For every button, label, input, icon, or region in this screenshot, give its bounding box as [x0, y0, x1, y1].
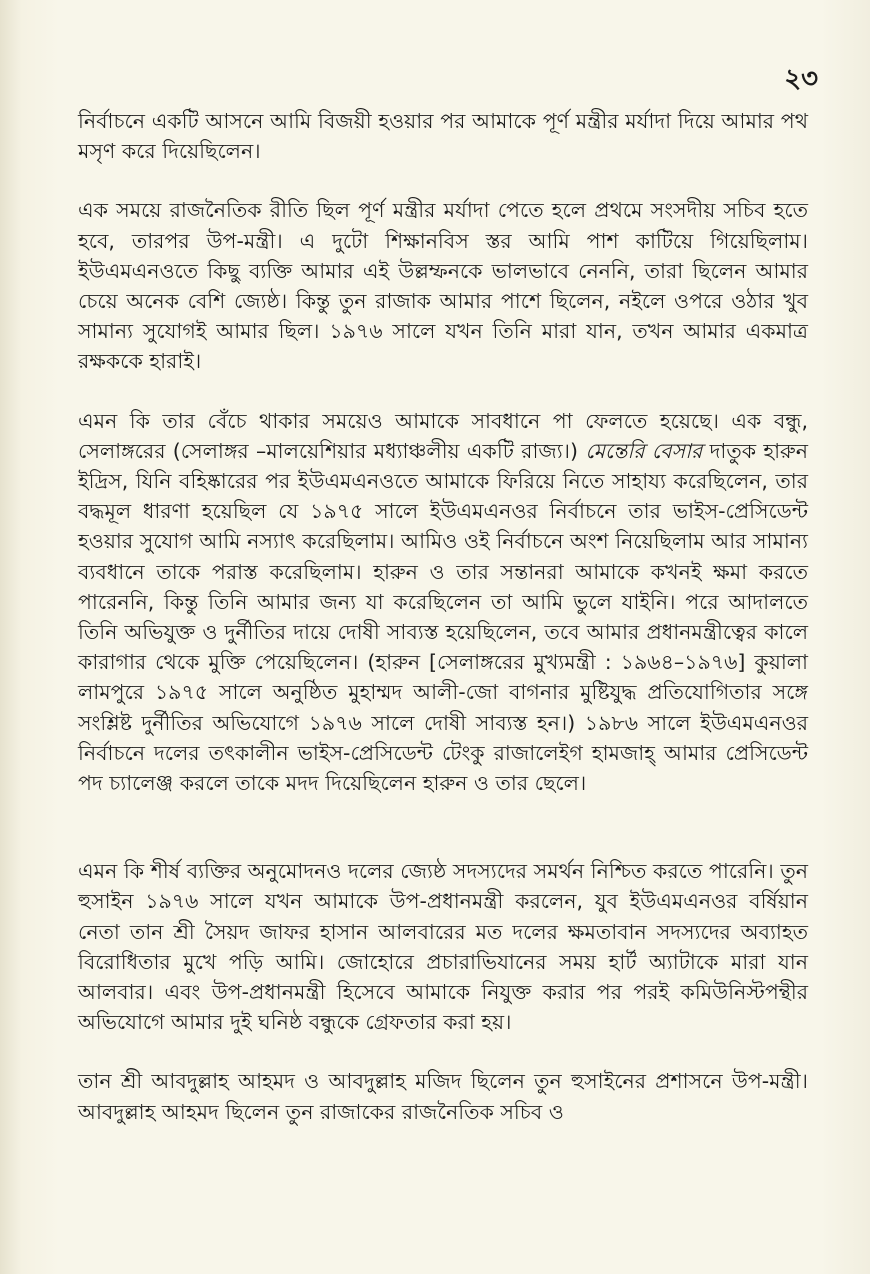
page-number: ২৩ — [784, 64, 818, 94]
paragraph-2: এক সময়ে রাজনৈতিক রীতি ছিল পূর্ণ মন্ত্রীর মর্যাদা পেতে হলে প্রথমে সংসদীয় সচিব হতে হবে, তারপর উপ-মন্ত্রী। এ দুটো শিক্ষানবিস স্তর আমি পাশ কাটিয়ে গিয়েছিলাম। ইউএমএনওতে কিছু ব্যক্তি আমার এই উল্লম্ফনকে ভালভাবে নেননি, তারা ছিলেন আমার চেয়ে অনেক বেশি জ্যেষ্ঠ। কিন্তু তুন রাজাক আমার পাশে ছিলেন, নইলে ওপরে ওঠার খুব সামান্য সুযোগই আমার ছিল। ১৯৭৬ সালে যখন তিনি মারা যান, তখন আমার একমাত্র রক্ষককে হারাই। — [78, 198, 808, 374]
paragraph-1: নির্বাচনে একটি আসনে আমি বিজয়ী হওয়ার পর আমাকে পূর্ণ মন্ত্রীর মর্যাদা দিয়ে আমার পথ মসৃণ করে দিয়েছিলেন। — [78, 109, 808, 164]
body-text — [78, 106, 808, 1156]
paragraph-3-rest: দাতুক হারুন ইদ্রিস, যিনি বহিষ্কারের পর ইউএমএনওতে আমাকে ফিরিয়ে নিতে সাহায্য করেছিলেন, তার বদ্ধমূল ধারণা হয়েছিল যে ১৯৭৫ সালে ইউএমএনওর নির্বাচনে তার ভাইস-প্রেসিডেন্ট হওয়ার সুযোগ আমি নস্যাৎ করেছিলাম। আমিও ওই নির্বাচনে অংশ নিয়েছিলাম আর সামান্য ব্যবধানে তাকে পরাস্ত করেছিলাম। হারুন ও তার সন্তানরা আমাকে কখনই ক্ষমা করতে পারেননি, কিন্তু তিনি আমার জন্য যা করেছিলেন তা আমি ভুলে যাইনি। পরে আদালতে তিনি অভিযুক্ত ও দুর্নীতির দায়ে দোষী সাব্যস্ত হয়েছিলেন, তবে আমার প্রধানমন্ত্রীত্বের কালে কারাগার থেকে মুক্তি পেয়েছিলেন। (হারুন [সেলাঙ্গরের মুখ্যমন্ত্রী : ১৯৬৪–১৯৭৬] কুয়ালা লামপুরে ১৯৭৫ সালে অনুষ্ঠিত মুহাম্মদ আলী-জো বাগনার মুষ্টিযুদ্ধ প্রতিযোগিতার সঙ্গে সংশ্লিষ্ট দুর্নীতির অভিযোগে ১৯৭৬ সালে দোষী সাব্যস্ত হন।) ১৯৮৬ সালে ইউএমএনওর নির্বাচনে দলের তৎকালীন ভাইস-প্রেসিডেন্ট টেংকু রাজালেইগ হামজাহ্ আমার প্রেসিডেন্ট পদ চ্যালেঞ্জ করলে তাকে মদদ দিয়েছিলেন হারুন ও তার ছেলে। — [78, 438, 809, 796]
paragraph-3-start: এমন কি তার বেঁচে থাকার সময়েও আমাকে সাবধানে পা ফেলতে হয়েছে। এক বন্ধু, সেলাঙ্গরের (সেলাঙ্গর –মালয়েশিয়ার মধ্যাঞ্চলীয় একটি রাজ্য।) — [78, 408, 808, 463]
italic-title: মেন্তেরি বেসার — [585, 438, 703, 463]
paragraph-3 — [78, 406, 808, 799]
paragraph-4: এমন কি শীর্ষ ব্যক্তির অনুমোদনও দলের জ্যেষ্ঠ সদস্যদের সমর্থন নিশ্চিত করতে পারেনি। তুন হুসাইন ১৯৭৬ সালে যখন আমাকে উপ-প্রধানমন্ত্রী করলেন, যুব ইউএমএনওর বর্ষিয়ান নেতা তান শ্রী সৈয়দ জাফর হাসান আলবারের মত দলের ক্ষমতাবান সদস্যদের অব্যাহত বিরোধিতার মুখে পড়ি আমি। জোহোরে প্রচারাভিযানের সময় হার্ট অ্যাটাকে মারা যান আলবার। এবং উপ-প্রধানমন্ত্রী হিসেবে আমাকে নিযুক্ত করার পর পরই কমিউনিস্টপন্থীর অভিযোগে আমার দুই ঘনিষ্ঠ বন্ধুকে গ্রেফতার করা হয়। — [78, 859, 808, 1035]
paragraph-5: তান শ্রী আবদুল্লাহ আহমদ ও আবদুল্লাহ মজিদ ছিলেন তুন হুসাইনের প্রশাসনে উপ-মন্ত্রী। আবদুল্লাহ আহমদ ছিলেন তুন রাজাকের রাজনৈতিক সচিব ও — [78, 1069, 808, 1124]
